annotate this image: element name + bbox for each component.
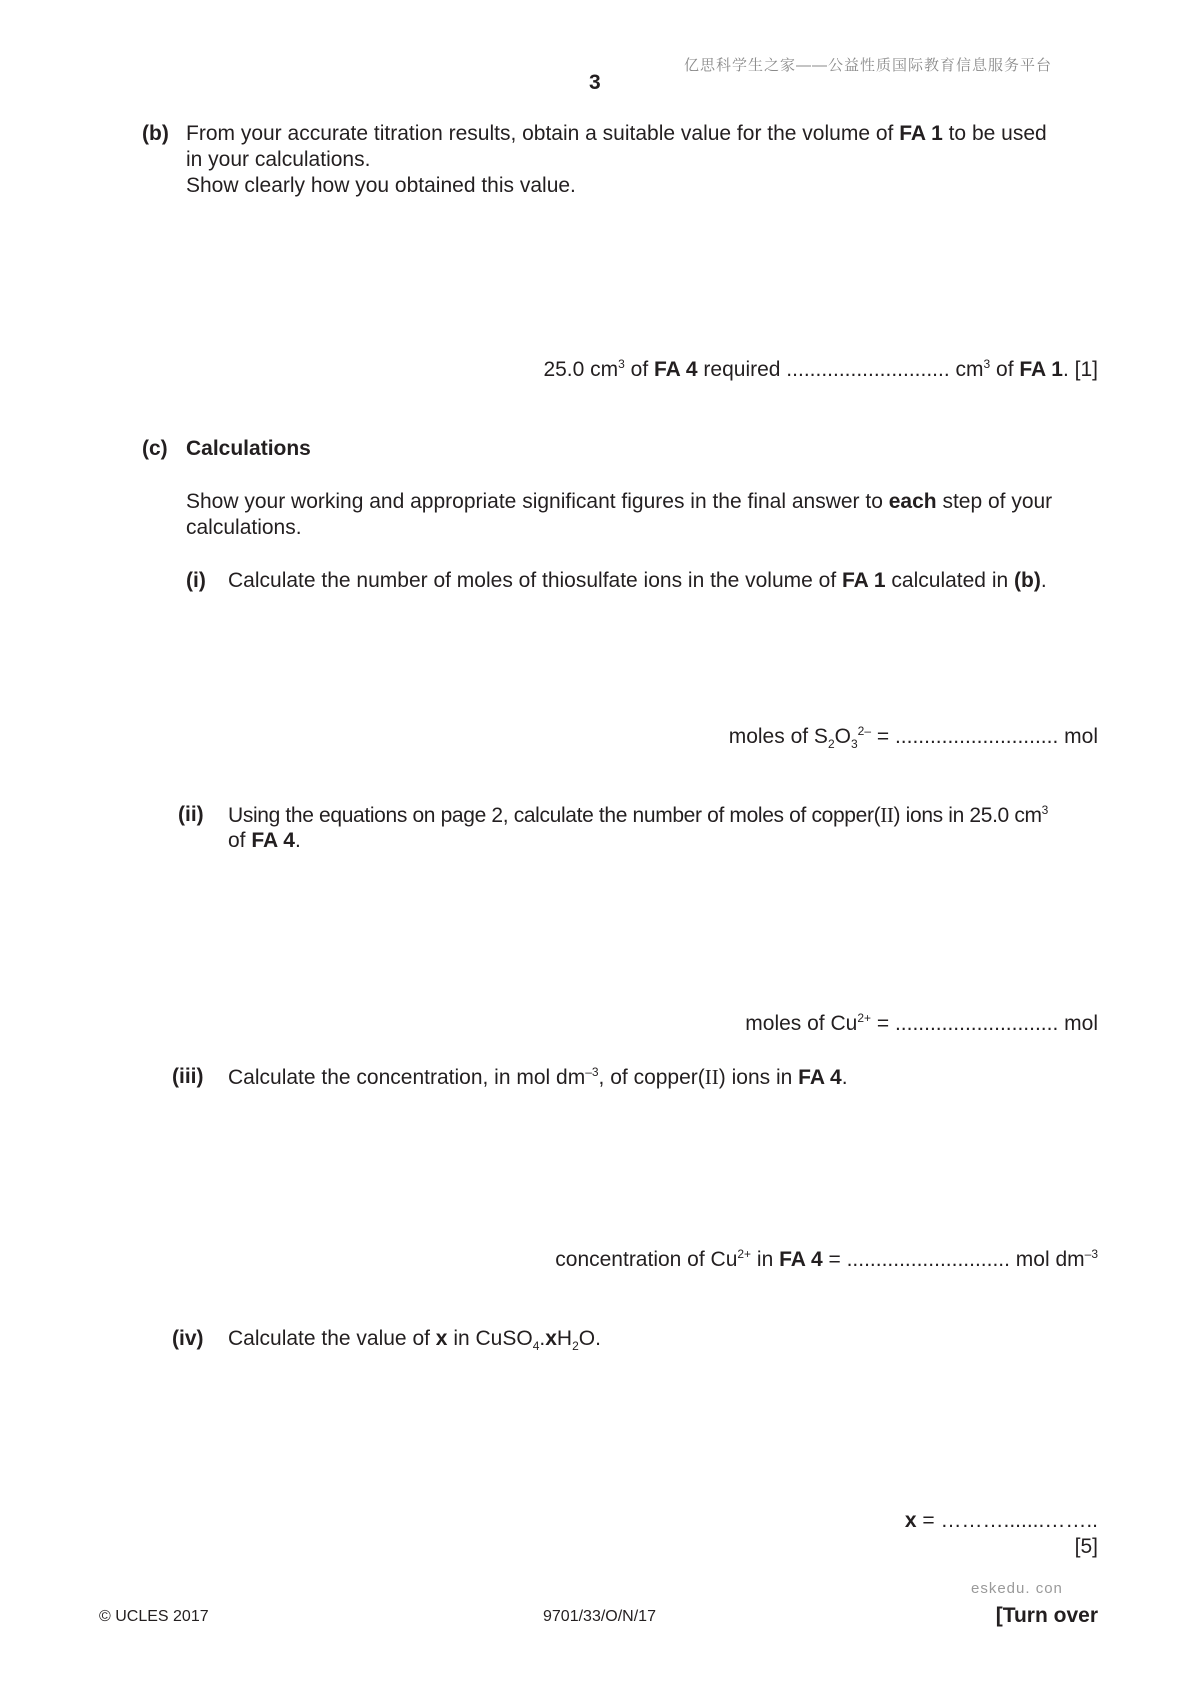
question-iv-label: (iv) [172, 1327, 204, 1350]
turn-over-label: [Turn over [995, 1604, 1098, 1627]
part-c-heading: Calculations [186, 437, 311, 460]
footer-copyright: © UCLES 2017 [99, 1608, 209, 1625]
question-ii-answer-line: moles of $Cu^{2+}$ = ............................ mol [745, 1011, 1098, 1035]
part-c-intro-line1: Show your working and appropriate significant figures in the final answer to each step of your [186, 490, 1053, 513]
question-iv-answer-line: x = ……….......…….. [904, 1509, 1098, 1532]
question-i-answer-line: moles of $S_2O_3^{2-}$ = ............................ mol [728, 724, 1098, 752]
part-c-intro-line2: calculations. [186, 516, 302, 539]
question-i-text: Calculate the number of moles of thiosulfate ions in the volume of FA 1 calculated in (b). [228, 569, 1047, 592]
watermark-bottom: eskedu. con [971, 1580, 1063, 1597]
question-iv-marks: [5] [1074, 1535, 1098, 1558]
page-number: 3 [589, 71, 601, 94]
question-iii-label: (iii) [172, 1065, 204, 1088]
question-iv-text: Calculate the value of x in $CuSO_4.xH_2O$. [228, 1327, 601, 1354]
part-c-label: (c) [142, 437, 168, 460]
watermark-top: 亿思科学生之家——公益性质国际教育信息服务平台 [684, 57, 1053, 74]
question-ii-text-line2: of FA 4. [228, 829, 301, 852]
part-b-line2: in your calculations. [186, 148, 371, 171]
part-b-line1: From your accurate titration results, obtain a suitable value for the volume of FA 1 to be used [186, 122, 1047, 145]
question-ii-text-line1: Using the equations on page 2, calculate the number of moles of copper(II) ions in 25.0 $cm^3$ [228, 803, 1048, 827]
footer-paper-code: 9701/33/O/N/17 [543, 1608, 656, 1625]
question-iii-answer-line: concentration of $Cu^{2+}$ in FA 4 = ............................ mol $dm^{-3}$ [555, 1247, 1098, 1271]
part-b-line3: Show clearly how you obtained this value. [186, 174, 576, 197]
question-iii-text: Calculate the concentration, in mol $dm^{-3}$, of copper(II) ions in FA 4. [228, 1065, 848, 1089]
part-b-label: (b) [142, 122, 169, 145]
question-i-label: (i) [186, 569, 206, 592]
part-b-answer-line: 25.0 $cm^3$ of FA 4 required ............................ $cm^3$ of FA 1. [1] [543, 357, 1098, 381]
question-ii-label: (ii) [178, 803, 204, 826]
